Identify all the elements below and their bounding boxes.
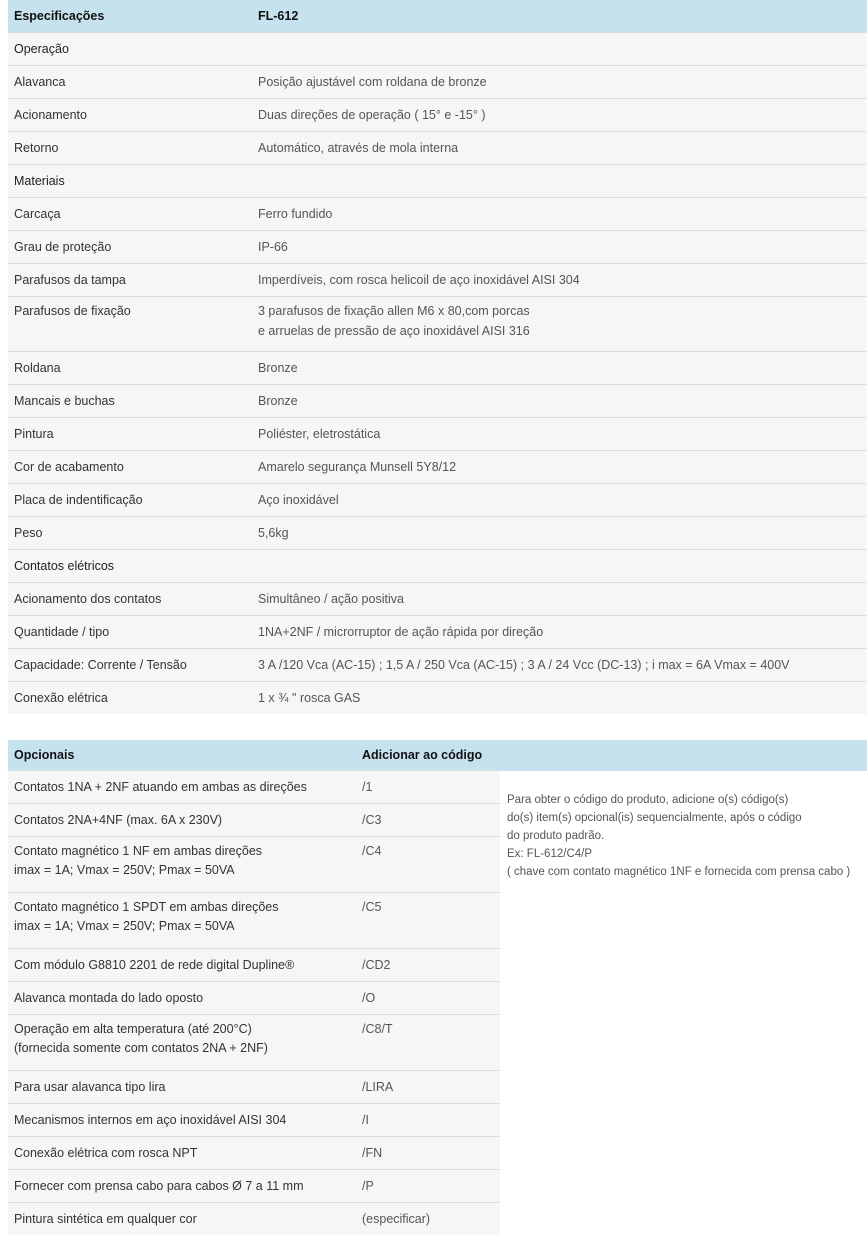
optional-label: Para usar alavanca tipo lira bbox=[8, 1071, 356, 1104]
optionals-header-note bbox=[500, 740, 867, 771]
spec-label: Grau de proteção bbox=[8, 231, 252, 264]
spec-label: Conexão elétrica bbox=[8, 682, 252, 715]
spec-value: IP-66 bbox=[252, 231, 867, 264]
spec-header-model: FL-612 bbox=[252, 0, 867, 33]
spec-row bbox=[8, 418, 867, 451]
spec-row bbox=[8, 649, 867, 682]
spec-value bbox=[252, 297, 867, 352]
spec-value bbox=[252, 33, 867, 66]
spec-header-label: Especificações bbox=[8, 0, 252, 33]
spec-row bbox=[8, 66, 867, 99]
optional-code: /FN bbox=[356, 1137, 500, 1170]
optional-code: /C4 bbox=[356, 837, 500, 893]
spec-row bbox=[8, 264, 867, 297]
optional-code: /I bbox=[356, 1104, 500, 1137]
spec-value: Amarelo segurança Munsell 5Y8/12 bbox=[252, 451, 867, 484]
optional-row bbox=[8, 771, 867, 804]
optional-label-line: imax = 1A; Vmax = 250V; Pmax = 50VA bbox=[14, 917, 356, 936]
spec-row bbox=[8, 550, 867, 583]
spec-row bbox=[8, 165, 867, 198]
optionals-header-row bbox=[8, 740, 867, 771]
spec-label: Materiais bbox=[8, 165, 252, 198]
spec-value: Poliéster, eletrostática bbox=[252, 418, 867, 451]
spec-value: Posição ajustável com roldana de bronze bbox=[252, 66, 867, 99]
ordering-note-line: do produto padrão. bbox=[507, 827, 867, 845]
optional-label bbox=[8, 837, 356, 893]
spec-value: 3 A /120 Vca (AC-15) ; 1,5 A / 250 Vca (AC-15) ; 3 A / 24 Vcc (DC-13) ; i max = 6A Vmax = 400V bbox=[252, 649, 867, 682]
optional-code: /1 bbox=[356, 771, 500, 804]
optional-code: /LIRA bbox=[356, 1071, 500, 1104]
optional-label bbox=[8, 1015, 356, 1071]
spec-label: Roldana bbox=[8, 352, 252, 385]
optional-label: Mecanismos internos em aço inoxidável AISI 304 bbox=[8, 1104, 356, 1137]
spec-row bbox=[8, 583, 867, 616]
spec-label: Acionamento bbox=[8, 99, 252, 132]
optionals-header-code: Adicionar ao código bbox=[356, 740, 500, 771]
spec-label: Quantidade / tipo bbox=[8, 616, 252, 649]
specifications-table bbox=[8, 0, 867, 714]
optional-label-line: Operação em alta temperatura (até 200°C) bbox=[14, 1020, 356, 1039]
spec-label: Acionamento dos contatos bbox=[8, 583, 252, 616]
spec-value: 1 x ¾ " rosca GAS bbox=[252, 682, 867, 715]
spec-row bbox=[8, 198, 867, 231]
spec-value: Ferro fundido bbox=[252, 198, 867, 231]
ordering-note-line: Para obter o código do produto, adicione o(s) código(s) bbox=[507, 791, 867, 809]
spec-label: Parafusos da tampa bbox=[8, 264, 252, 297]
spec-value-line: 3 parafusos de fixação allen M6 x 80,com porcas bbox=[258, 301, 867, 321]
spec-label: Cor de acabamento bbox=[8, 451, 252, 484]
spec-value: Duas direções de operação ( 15° e -15° ) bbox=[252, 99, 867, 132]
spec-row bbox=[8, 231, 867, 264]
spec-row bbox=[8, 385, 867, 418]
optionals-header-label: Opcionais bbox=[8, 740, 356, 771]
spec-row bbox=[8, 517, 867, 550]
spec-value: Simultâneo / ação positiva bbox=[252, 583, 867, 616]
optional-label: Com módulo G8810 2201 de rede digital Dupline® bbox=[8, 949, 356, 982]
spec-value: 1NA+2NF / microrruptor de ação rápida por direção bbox=[252, 616, 867, 649]
optional-code: /C5 bbox=[356, 893, 500, 949]
spec-label: Carcaça bbox=[8, 198, 252, 231]
optional-label bbox=[8, 893, 356, 949]
spec-label: Contatos elétricos bbox=[8, 550, 252, 583]
spec-label: Peso bbox=[8, 517, 252, 550]
spec-value: Aço inoxidável bbox=[252, 484, 867, 517]
optional-label: Contatos 1NA + 2NF atuando em ambas as direções bbox=[8, 771, 356, 804]
spec-value bbox=[252, 550, 867, 583]
spec-label: Operação bbox=[8, 33, 252, 66]
spec-row bbox=[8, 297, 867, 352]
spec-label: Placa de indentificação bbox=[8, 484, 252, 517]
optional-label: Conexão elétrica com rosca NPT bbox=[8, 1137, 356, 1170]
optional-code: /C8/T bbox=[356, 1015, 500, 1071]
spec-row bbox=[8, 484, 867, 517]
optional-code: /CD2 bbox=[356, 949, 500, 982]
optional-label: Alavanca montada do lado oposto bbox=[8, 982, 356, 1015]
spec-value bbox=[252, 165, 867, 198]
spec-label: Retorno bbox=[8, 132, 252, 165]
spec-value: Bronze bbox=[252, 385, 867, 418]
optional-label-line: Contato magnético 1 SPDT em ambas direções bbox=[14, 898, 356, 917]
ordering-note-line: do(s) item(s) opcional(is) sequencialmente, após o código bbox=[507, 809, 867, 827]
spec-label: Mancais e buchas bbox=[8, 385, 252, 418]
optional-label-line: (fornecida somente com contatos 2NA + 2NF) bbox=[14, 1039, 356, 1058]
spec-label: Parafusos de fixação bbox=[8, 297, 252, 352]
spec-row bbox=[8, 352, 867, 385]
spec-value-line: e arruelas de pressão de aço inoxidável AISI 316 bbox=[258, 321, 867, 341]
spec-value: 5,6kg bbox=[252, 517, 867, 550]
optional-code: (especificar) bbox=[356, 1203, 500, 1235]
optional-code: /P bbox=[356, 1170, 500, 1203]
optional-code: /C3 bbox=[356, 804, 500, 837]
spec-value: Bronze bbox=[252, 352, 867, 385]
spec-row bbox=[8, 99, 867, 132]
spec-row bbox=[8, 682, 867, 715]
optional-label: Fornecer com prensa cabo para cabos Ø 7 a 11 mm bbox=[8, 1170, 356, 1203]
optional-label: Contatos 2NA+4NF (max. 6A x 230V) bbox=[8, 804, 356, 837]
spec-header-row bbox=[8, 0, 867, 33]
spec-label: Capacidade: Corrente / Tensão bbox=[8, 649, 252, 682]
spec-row bbox=[8, 451, 867, 484]
spec-label: Alavanca bbox=[8, 66, 252, 99]
spec-value: Imperdíveis, com rosca helicoil de aço inoxidável AISI 304 bbox=[252, 264, 867, 297]
spec-row bbox=[8, 616, 867, 649]
optional-label-line: imax = 1A; Vmax = 250V; Pmax = 50VA bbox=[14, 861, 356, 880]
optional-label-line: Contato magnético 1 NF em ambas direções bbox=[14, 842, 356, 861]
optionals-table bbox=[8, 740, 867, 1235]
ordering-note-example: Ex: FL-612/C4/P bbox=[507, 845, 867, 863]
optional-label: Pintura sintética em qualquer cor bbox=[8, 1203, 356, 1235]
ordering-note-line: ( chave com contato magnético 1NF e fornecida com prensa cabo ) bbox=[507, 863, 867, 881]
spec-value: Automático, através de mola interna bbox=[252, 132, 867, 165]
spec-row bbox=[8, 132, 867, 165]
optional-code: /O bbox=[356, 982, 500, 1015]
ordering-note bbox=[500, 771, 867, 1235]
spec-label: Pintura bbox=[8, 418, 252, 451]
spec-row bbox=[8, 33, 867, 66]
